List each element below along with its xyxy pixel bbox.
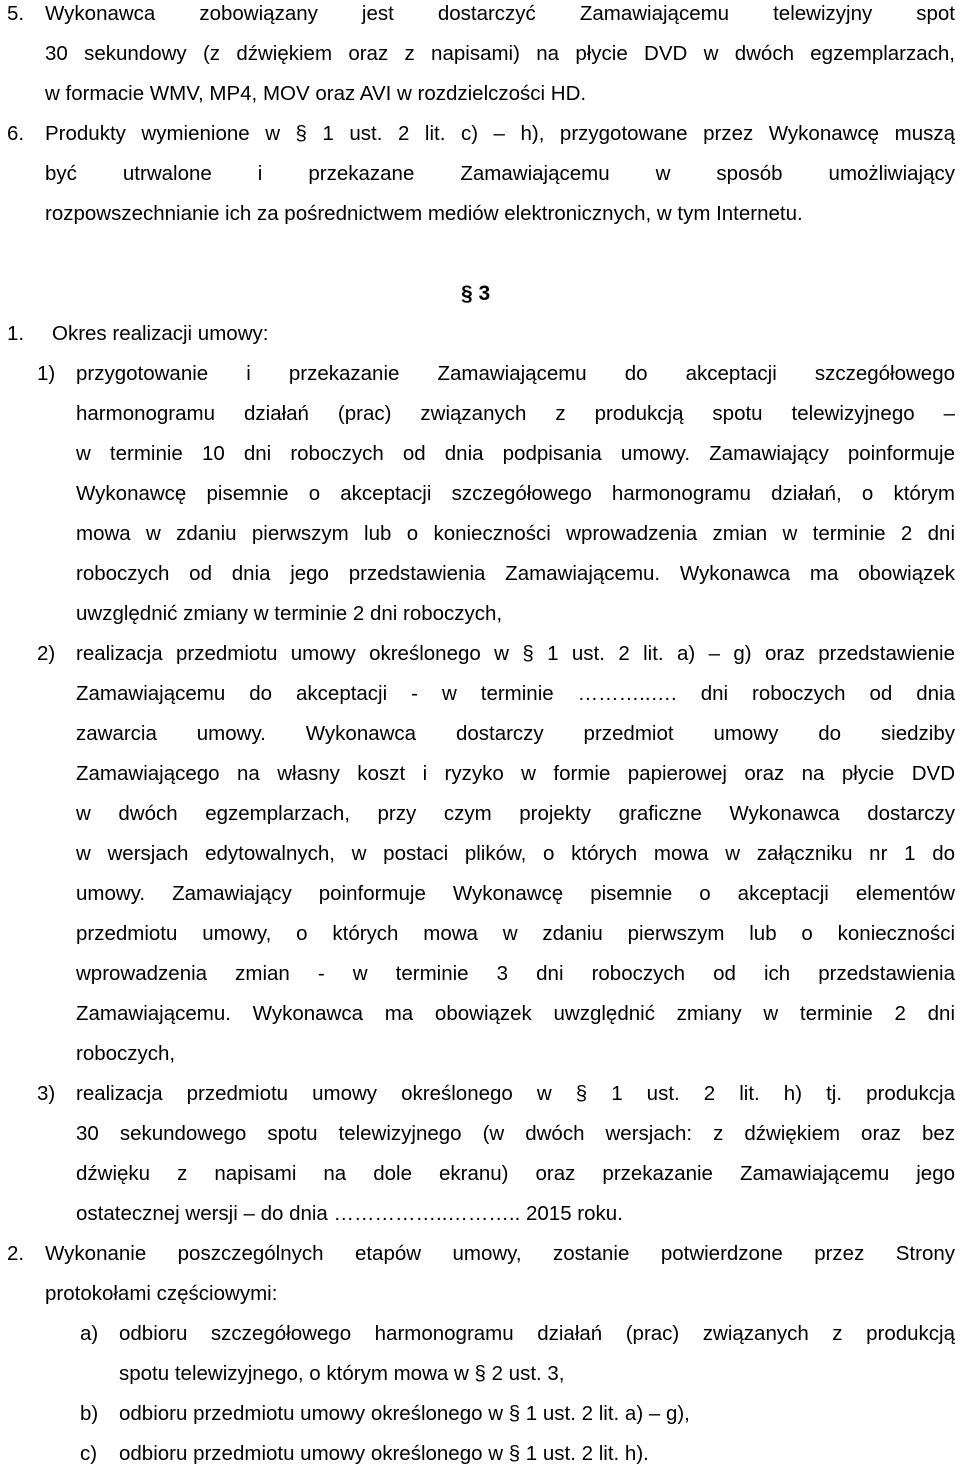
sub-1-line: harmonogramu działań (prac) związanych z produkcją spotu telewizyjnego – — [76, 402, 955, 425]
paragraph-5-line: w formacie WMV, MP4, MOV oraz AVI w rozdzielczości HD. — [45, 82, 587, 105]
paragraph-5-number: 5. — [7, 2, 25, 25]
sub-1-number: 1) — [37, 362, 56, 385]
sub-3-line: dźwięku z napisami na dole ekranu) oraz przekazanie Zamawiającemu jego — [76, 1162, 955, 1185]
sub-1-line: w terminie 10 dni roboczych od dnia podpisania umowy. Zamawiający poinformuje — [76, 442, 955, 465]
item-2-line: protokołami częściowymi: — [45, 1282, 278, 1305]
sub-1-line: przygotowanie i przekazanie Zamawiającemu do akceptacji szczegółowego — [76, 362, 955, 385]
sub-2-number: 2) — [37, 642, 56, 665]
item-2-line: Wykonanie poszczególnych etapów umowy, zostanie potwierdzone przez Strony — [45, 1242, 955, 1265]
paragraph-6-line: być utrwalone i przekazane Zamawiającemu w sposób umożliwiający — [45, 162, 955, 185]
paragraph-5-line: 30 sekundowy (z dźwiękiem oraz z napisami) na płycie DVD w dwóch egzemplarzach, — [45, 42, 955, 65]
sub-2-line: Zamawiającemu. Wykonawca ma obowiązek uwzględnić zmiany w terminie 2 dni — [76, 1002, 955, 1025]
sub-c-number: c) — [80, 1442, 98, 1465]
sub-2-line: roboczych, — [76, 1042, 176, 1065]
sub-1-line: mowa w zdaniu pierwszym lub o konieczności wprowadzenia zmian w terminie 2 dni — [76, 522, 955, 545]
sub-2-line: Zamawiającemu do akceptacji - w terminie ………..…. dni roboczych od dnia — [76, 682, 955, 705]
paragraph-6-line: rozpowszechnianie ich za pośrednictwem mediów elektronicznych, w tym Internetu. — [45, 202, 803, 225]
sub-c-line: odbioru przedmiotu umowy określonego w § 1 ust. 2 lit. h). — [119, 1442, 649, 1465]
sub-a-line: odbioru szczegółowego harmonogramu działań (prac) związanych z produkcją — [119, 1322, 955, 1345]
sub-2-line: Zamawiającego na własny koszt i ryzyko w formie papierowej oraz na płycie DVD — [76, 762, 955, 785]
sub-b-line: odbioru przedmiotu umowy określonego w § 1 ust. 2 lit. a) – g), — [119, 1402, 690, 1425]
section-heading: § 3 — [461, 282, 491, 305]
sub-2-line: przedmiotu umowy, o których mowa w zdaniu pierwszym lub o konieczności — [76, 922, 955, 945]
sub-3-number: 3) — [37, 1082, 56, 1105]
sub-1-line: Wykonawcę pisemnie o akceptacji szczegółowego harmonogramu działań, o którym — [76, 482, 955, 505]
sub-1-line: uwzględnić zmiany w terminie 2 dni roboczych, — [76, 602, 503, 625]
paragraph-6-number: 6. — [7, 122, 25, 145]
sub-2-line: zawarcia umowy. Wykonawca dostarczy przedmiot umowy do siedziby — [76, 722, 955, 745]
sub-2-line: umowy. Zamawiający poinformuje Wykonawcę pisemnie o akceptacji elementów — [76, 882, 955, 905]
sub-a-line: spotu telewizyjnego, o którym mowa w § 2 ust. 3, — [119, 1362, 565, 1385]
sub-3-line: 30 sekundowego spotu telewizyjnego (w dwóch wersjach: z dźwiękiem oraz bez — [76, 1122, 955, 1145]
item-1-title: Okres realizacji umowy: — [52, 322, 269, 345]
sub-3-line: realizacja przedmiotu umowy określonego w § 1 ust. 2 lit. h) tj. produkcja — [76, 1082, 955, 1105]
item-1-number: 1. — [7, 322, 25, 345]
sub-2-line: realizacja przedmiotu umowy określonego w § 1 ust. 2 lit. a) – g) oraz przedstawienie — [76, 642, 955, 665]
paragraph-5-line: Wykonawca zobowiązany jest dostarczyć Zamawiającemu telewizyjny spot — [45, 2, 955, 25]
sub-2-line: w dwóch egzemplarzach, przy czym projekty graficzne Wykonawca dostarczy — [76, 802, 955, 825]
sub-2-line: w wersjach edytowalnych, w postaci plików, o których mowa w załączniku nr 1 do — [76, 842, 955, 865]
sub-a-number: a) — [80, 1322, 99, 1345]
sub-b-number: b) — [80, 1402, 99, 1425]
paragraph-6-line: Produkty wymienione w § 1 ust. 2 lit. c) – h), przygotowane przez Wykonawcę muszą — [45, 122, 955, 145]
sub-3-line: ostatecznej wersji – do dnia ……………..……….. 2015 roku. — [76, 1202, 623, 1225]
sub-1-line: roboczych od dnia jego przedstawienia Zamawiającemu. Wykonawca ma obowiązek — [76, 562, 955, 585]
sub-2-line: wprowadzenia zmian - w terminie 3 dni roboczych od ich przedstawienia — [76, 962, 955, 985]
item-2-number: 2. — [7, 1242, 25, 1265]
